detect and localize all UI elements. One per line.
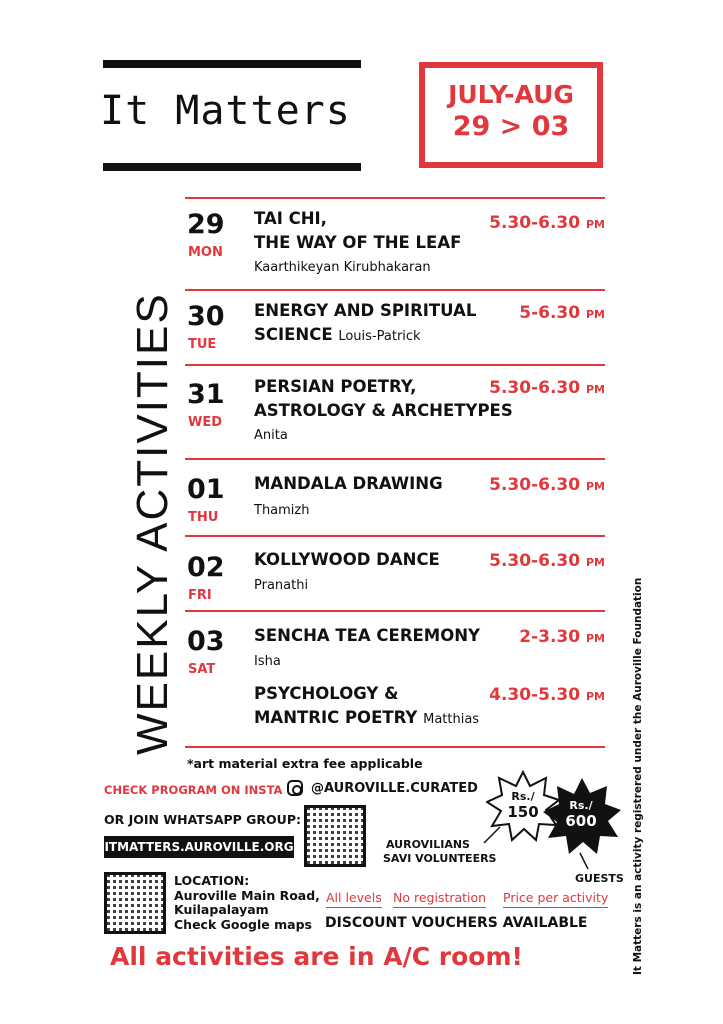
activity-time (489, 378, 605, 398)
divider (185, 535, 605, 537)
activity-host: Anita (254, 428, 288, 443)
day-of-week: WED (188, 415, 223, 430)
activity-title-line1: PERSIAN POETRY, (254, 377, 417, 396)
location-qr-code[interactable] (104, 872, 166, 934)
date-range-box (419, 62, 603, 168)
time-range: 5.30-6.30 (489, 378, 581, 398)
activity-title-line2: THE WAY OF THE LEAF (254, 233, 462, 252)
schedule-row (185, 299, 605, 359)
tag-price-per-activity: Price per activity (503, 890, 608, 908)
activity-host: Kaarthikeyan Kirubhakaran (254, 260, 431, 275)
divider (185, 458, 605, 460)
footnote: *art material extra fee applicable (187, 756, 423, 771)
activity-host: Isha (254, 654, 281, 669)
time-suffix: PM (585, 690, 605, 703)
activity-title-line2-wrap (254, 706, 479, 732)
divider (185, 746, 605, 748)
activity-title-line2: MANTRIC POETRY (254, 708, 418, 727)
schedule-row (185, 548, 605, 608)
date-range-months: JULY-AUG (448, 80, 574, 109)
guest-pointer (580, 853, 588, 869)
activity-time (519, 303, 605, 323)
day-of-week: MON (188, 245, 223, 260)
time-suffix: PM (585, 218, 605, 231)
divider (185, 364, 605, 366)
time-suffix: PM (585, 480, 605, 493)
website-badge[interactable] (104, 836, 294, 858)
day-number: 02 (187, 552, 225, 583)
day-number: 01 (187, 474, 225, 505)
activity-host: Matthias (423, 712, 480, 727)
activity-time (489, 475, 605, 495)
activity-title-line1: PSYCHOLOGY & (254, 684, 399, 703)
time-suffix: PM (585, 308, 605, 321)
activity-title-line1: ENERGY AND SPIRITUAL (254, 301, 477, 320)
time-range: 2-3.30 (519, 627, 581, 647)
day-of-week: SAT (188, 662, 216, 677)
insta-handle[interactable]: @AUROVILLE.CURATED (311, 781, 478, 796)
activity-time (489, 685, 605, 705)
guest-price-value: 600 (565, 812, 597, 830)
whatsapp-qr-code[interactable] (304, 805, 366, 867)
aurovilian-label-line1: AUROVILIANS (386, 838, 470, 851)
time-range: 5-6.30 (519, 303, 581, 323)
time-range: 5.30-6.30 (489, 475, 581, 495)
day-of-week: FRI (188, 588, 212, 603)
tag-no-registration: No registration (393, 890, 486, 908)
activity-time (489, 213, 605, 233)
activity-title-line1: TAI CHI, (254, 209, 327, 228)
location-label: LOCATION: (174, 873, 250, 888)
activity-host: Louis-Patrick (338, 329, 421, 344)
schedule-row (185, 375, 605, 455)
weekly-activities-side-title: WEEKLY ACTIVITIES (128, 292, 177, 755)
aurovilian-label (383, 838, 496, 866)
activity-time (519, 627, 605, 647)
aurovilian-price (498, 790, 548, 821)
time-suffix: PM (585, 632, 605, 645)
activity-title-line1: KOLLYWOOD DANCE (254, 550, 440, 569)
header-top-bar (103, 60, 361, 68)
instagram-icon[interactable] (287, 780, 303, 796)
day-of-week: THU (188, 510, 219, 525)
time-range: 5.30-6.30 (489, 213, 581, 233)
ac-room-banner: All activities are in A/C room! (110, 942, 523, 971)
divider (185, 289, 605, 291)
day-of-week: TUE (188, 337, 217, 352)
discount-text: DISCOUNT VOUCHERS AVAILABLE (325, 915, 588, 931)
day-number: 03 (187, 626, 225, 657)
activity-title-line2: ASTROLOGY & ARCHETYPES (254, 401, 513, 420)
time-range: 5.30-6.30 (489, 551, 581, 571)
location-line1: Auroville Main Road, (174, 887, 320, 903)
day-number: 29 (187, 209, 225, 240)
schedule-row (185, 207, 605, 287)
divider (185, 197, 605, 199)
page-title: It Matters (100, 88, 351, 134)
instagram-icon-lens (292, 785, 302, 795)
aurovilian-price-unit: Rs./ (511, 790, 535, 803)
date-range-days: 29 > 03 (452, 111, 570, 142)
guest-label: GUESTS (575, 872, 624, 885)
activity-host: Thamizh (254, 503, 310, 518)
tag-all-levels: All levels (326, 890, 382, 908)
activity-title-line2-wrap (254, 323, 421, 349)
foundation-note: It Matters is an activity registrered under the Auroville Foundation (632, 577, 644, 975)
header-bottom-bar (103, 163, 361, 171)
activity-title-line1: SENCHA TEA CEREMONY (254, 626, 480, 645)
activity-title-line1: MANDALA DRAWING (254, 474, 443, 493)
schedule-row (185, 624, 605, 744)
whatsapp-label: OR JOIN WHATSAPP GROUP: (104, 812, 301, 827)
website-link[interactable]: ITMATTERS.AUROVILLE.ORG (104, 840, 294, 854)
insta-label: CHECK PROGRAM ON INSTA (104, 783, 283, 797)
location-block (174, 874, 320, 932)
day-number: 31 (187, 379, 225, 410)
aurovilian-label-line2: SAVI VOLUNTEERS (383, 852, 497, 865)
time-suffix: PM (585, 383, 605, 396)
guest-price-unit: Rs./ (569, 799, 593, 812)
schedule-row (185, 472, 605, 532)
day-number: 30 (187, 301, 225, 332)
location-line3: Check Google maps (174, 916, 312, 932)
aurovilian-price-value: 150 (507, 803, 539, 821)
location-line2: Kuilapalayam (174, 902, 269, 917)
time-suffix: PM (585, 556, 605, 569)
activity-title-line2: SCIENCE (254, 325, 333, 344)
activity-host: Pranathi (254, 578, 309, 593)
divider (185, 610, 605, 612)
time-range: 4.30-5.30 (489, 685, 581, 705)
activity-time (489, 551, 605, 571)
